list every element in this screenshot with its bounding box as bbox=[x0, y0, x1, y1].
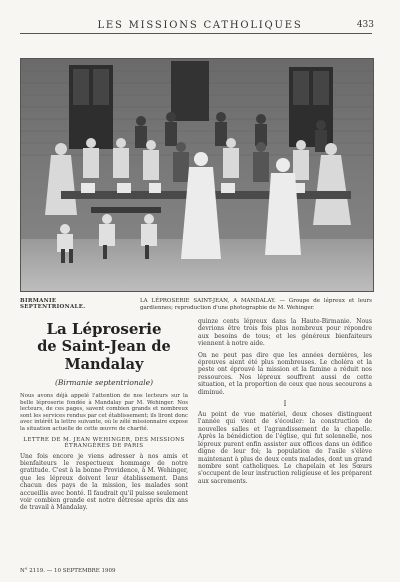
right-column bbox=[198, 318, 372, 489]
left-column bbox=[20, 318, 188, 516]
journal-title: LES MISSIONS CATHOLIQUES bbox=[97, 20, 303, 31]
group-photo bbox=[20, 58, 374, 292]
title-line-1: La Léproserie bbox=[46, 320, 162, 338]
section-number: I bbox=[283, 400, 287, 409]
right-paragraph-2: On ne peut pas dire que les années dernières, les épreuves aient été plus nombreuses. Le choléra et la peste ont éprouvé la mission et la famine a réduit nos ressources. Nos lépreux souffrent aussi de cette situation, et la proportion de ceux que nous secourons a diminué. bbox=[198, 351, 372, 396]
intro-paragraph: Nous avons déjà appelé l'attention de nos lecteurs sur la belle léproserie fondée à Mandalay par M. Wehinger. Nos lecteurs, de ces pages, savent combien grands et nombreux sont les services rendus par cet établissement; ils liront donc avec intérêt la lettre suivante, où le zélé missionnaire expose la situation actuelle de cette œuvre de charité. bbox=[20, 393, 188, 432]
article-title bbox=[20, 320, 188, 374]
letter-paragraph: Une fois encore je viens adresser à nos amis et bienfaiteurs le respectueux hommage de notre gratitude. C'est à la bonne Providence, à M. Wehinger, que les lépreux doivent leur établissement. Dans chacun des pays de la mission, les malades sont accueillis avec bonté. Il faudrait qu'il puisse seulement voir combien grande est notre détresse après dix ans de travail à Mandalay. bbox=[20, 452, 188, 512]
letter-heading: LETTRE DE M. JEAN WEHINGER, DES MISSIONS ÉTRANGÈRES DE PARIS bbox=[23, 436, 185, 449]
group-photo-icon bbox=[21, 59, 373, 291]
right-paragraph-1: quinze cents lépreux dans la Haute-Birmanie. Nous devrions être trois fois plus nombreux pour répondre aux besoins de tous; et les généreux bienfaiteurs viennent à notre aide. bbox=[198, 318, 372, 348]
caption-region: BIRMANIE SEPTENTRIONALE. bbox=[20, 298, 86, 310]
caption-text: LA LÉPROSERIE SAINT-JEAN, A MANDALAY. — Groupe de lépreux et leurs gardiennes; reproduction d'une photographie de M. Wehinger. bbox=[140, 298, 372, 311]
header-divider bbox=[20, 33, 372, 34]
right-paragraph-3: Au point de vue matériel, deux choses distinguent l'année qui vient de s'écouler: la construction de nouvelles salles et l'agrandissement de la chapelle. Après la bénédiction de l'église, qui fut solennelle, nos lépreux purent enfin assister aux offices dans un édifice digne de leur foi; la population de l'asile s'élève maintenant à plus de deux cents malades, dont un grand nombre sont catholiques. Le chapelain et les Sœurs s'occupent de leur instruction religieuse et les préparent aux sacrements. bbox=[198, 411, 372, 485]
page-number: 433 bbox=[356, 20, 374, 30]
article-subtitle: (Birmanie septentrionale) bbox=[54, 378, 153, 387]
issue-footer: N° 2119. — 10 SEPTEMBRE 1909 bbox=[20, 568, 116, 574]
title-line-2: de Saint-Jean de Mandalay bbox=[37, 338, 171, 373]
